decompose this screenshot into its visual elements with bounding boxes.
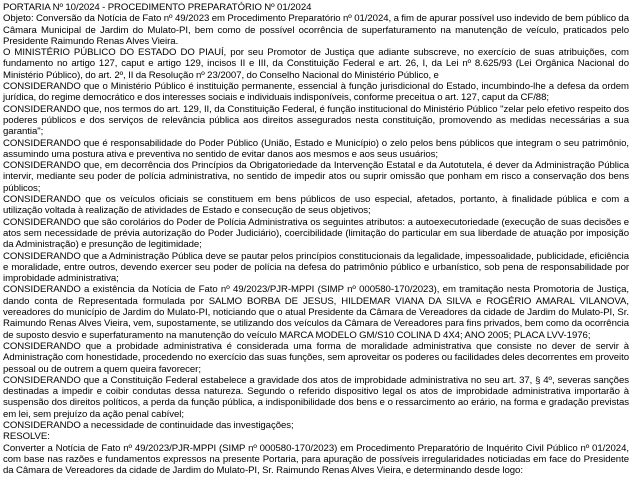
paragraph-preamble: O MINISTÉRIO PÚBLICO DO ESTADO DO PIAUÍ, por seu Promotor de Justiça que adiante subscreve, no exercício de suas atribuições, com fundamento no artigo 127, caput e artigo 129, incisos II e III, da Constituição Federal e art. 26, I, da Lei nº 8.625/93 (Lei Orgânica Nacional do Ministério Público), do art. 2º, II da Resolução nº 23/2007, do Conselho Nacional do Ministério Público, e [3,47,629,81]
paragraph-considerando-10: CONSIDERANDO que a Constituição Federal estabelece a gravidade dos atos de improbidade administrativa no seu art. 37, § 4º, severas sanções destinadas a impedir e coibir condutas dessa natureza. Segundo o referido dispositivo legal os atos de improbidade administrativa importarão à suspensão dos direitos políticos, a perda da função pública, a indisponibilidade dos bens e o ressarcimento ao erário, na forma e gradação previstas em lei, sem prejuízo da ação penal cabível; [3,374,629,420]
paragraph-considerando-8: CONSIDERANDO a existência da Notícia de Fato nº 49/2023/PJR-MPPI (SIMP nº 000580-170/2023), em tramitação nesta Promotoria de Justiça, dando conta de Representada formulada por SALMO BORBA DE JESUS, HILDEMAR VIANA DA SILVA e ROGÉRIO AMARAL VILANOVA, vereadores do município de Jardim do Mulato-PI, noticiando que o atual Presidente da Câmara de Vereadores da cidade de Jardim do Mulato-PI, Sr. Raimundo Renas Alves Vieira, vem, supostamente, se utilizando dos veículos da Câmara de Vereadores para fins privados, bem como da ocorrência de suposto desvio e superfaturamento na manutenção do veículo MARCA MODELO GM/S10 COLINA D 4X4; ANO 2005; PLACA LVV-1976; [3,284,629,341]
paragraph-considerando-5: CONSIDERANDO que os veículos oficiais se constituem em bens públicos de uso especial, afetados, portanto, à finalidade pública e com a utilização voltada à realização de atividades de Estado e consecução de seus objetivos; [3,194,629,217]
paragraph-considerando-7: CONSIDERANDO que a Administração Pública deve se pautar pelos princípios constitucionais da legalidade, impessoalidade, publicidade, eficiência e moralidade, entre outros, devendo exercer seu poder de polícia na defesa do patrimônio público e urbanístico, sob pena de responsabilidade por improbidade administrativa; [3,250,629,285]
paragraph-conclusion: Converter a Notícia de Fato nº 49/2023/PJR-MPPI (SIMP nº 000580-170/2023) em Procedimento Preparatório de Inquérito Civil Público nº 01/2024, com base nas razões e fundamentos expressos na presente Portaria, para apuração de possíveis irregularidades noticiadas em face do Presidente da Câmara de Vereadores da cidade de Jardim do Mulato-PI, Sr. Raimundo Renas Alves Vieira, e determinando desde logo: [3,442,629,477]
paragraph-considerando-3: CONSIDERANDO que é responsabilidade do Poder Público (União, Estado e Município) o zelo pelos bens públicos que integram o seu patrimônio, assumindo uma postura ativa e preventiva no sentido de evitar danos aos mesmos e aos seus usuários; [3,137,629,160]
document-page [3,0,629,476]
paragraph-considerando-11: CONSIDERANDO a necessidade de continuidade das investigações; [3,419,294,431]
paragraph-resolve: RESOLVE: [3,431,50,443]
paragraph-objeto: Objeto: Conversão da Notícia de Fato nº 49/2023 em Procedimento Preparatório nº 01/2024, a fim de apurar possível uso indevido de bem público da Câmara Municipal de Jardim do Mulato-PI, bem como de possível ocorrência de superfaturamento na manutenção de veículo, praticados pelo Presidente Raimundo Renas Alves Vieira. [3,13,629,47]
paragraph-considerando-2: CONSIDERANDO que, nos termos do art. 129, II, da Constituição Federal, é função institucional do Ministério Público "zelar pelo efetivo respeito dos poderes públicos e dos serviços de relevância pública aos direitos assegurados nesta constituição, promovendo as medidas necessárias a sua garantia"; [3,103,629,138]
paragraph-considerando-4: CONSIDERANDO que, em decorrência dos Princípios da Obrigatoriedade da Intervenção Estatal e da Autotutela, é dever da Administração Pública intervir, mediante seu poder de polícia administrativa, no sentido de impedir atos ou suprir omissão que ponham em risco a conservação dos bens públicos; [3,160,629,194]
paragraph-considerando-6: CONSIDERANDO que são corolários do Poder de Polícia Administrativa os seguintes atributos: a autoexecutoriedade (execução de suas decisões e atos sem necessidade de prévia autorização do Poder Judiciário), coercibilidade (limitação do particular em sua liberdade de atuação por imposição da Administração) e presunção de legitimidade; [3,216,629,251]
paragraph-considerando-9: CONSIDERANDO que a probidade administrativa é considerada uma forma de moralidade administrativa que consiste no dever de servir à Administração com honestidade, procedendo no exercício das suas funções, sem aproveitar os poderes ou facilidades deles decorrentes em proveito pessoal ou de outrem a quem queira favorecer; [3,340,629,375]
paragraph-considerando-1: CONSIDERANDO que o Ministério Público é instituição permanente, essencial à função jurisdicional do Estado, incumbindo-lhe a defesa da ordem jurídica, do regime democrático e dos interesses sociais e individuais indisponíveis, conforme preceitua o art. 127, caput da CF/88; [3,81,629,104]
document-header: PORTARIA Nº 10/2024 - PROCEDIMENTO PREPARATÓRIO Nº 01/2024 [3,2,312,13]
